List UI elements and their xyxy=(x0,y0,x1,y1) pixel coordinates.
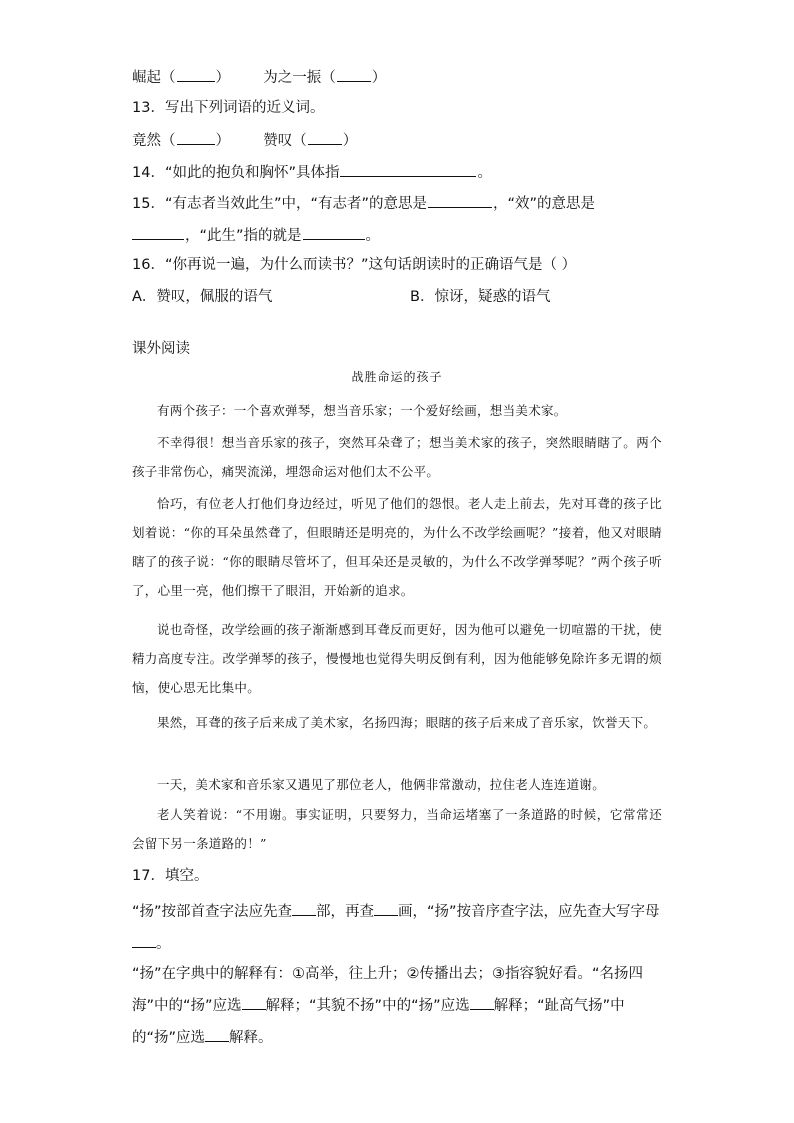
q17-blank5[interactable] xyxy=(470,994,494,1010)
q15-question-line2 xyxy=(132,224,380,246)
q15-mid: ，“效”的意思是 xyxy=(493,196,596,212)
q13-items xyxy=(132,129,357,151)
q16-option-a[interactable]: A．赞叹，佩服的语气 xyxy=(132,289,273,305)
q12-item2-word: 为之一振（ xyxy=(263,70,336,86)
q17-s2-b: 解释；“其貌不扬”中的“扬”应选 xyxy=(265,998,470,1014)
q17-sentence1 xyxy=(132,896,677,960)
q15-blank2[interactable] xyxy=(132,224,184,240)
q14-text: 14．“如此的抱负和胸怀”具体指 xyxy=(132,165,340,181)
q15-blank1[interactable] xyxy=(428,192,492,208)
story-paragraph: 不幸得很！想当音乐家的孩子，突然耳朵聋了；想当美术家的孩子，突然眼睛瞎了。两个孩子非常伤心，痛哭流涕，埋怨命运对他们太不公平。 xyxy=(132,435,662,479)
q12-item2-close: ） xyxy=(371,70,387,86)
q17-title: 17．填空。 xyxy=(132,868,209,884)
q17-s1-d: 。 xyxy=(156,936,171,952)
q17-s1-a: “扬”按部首查字法应先查 xyxy=(132,904,293,920)
q17-blank2[interactable] xyxy=(374,900,398,916)
q15-text: 15．“有志者当效此生”中，“有志者”的意思是 xyxy=(132,196,427,212)
story-paragraph: 老人笑着说：“不用谢。事实证明，只要努力，当命运堵塞了一条道路的时候，它常常还会留下另一条道路的！” xyxy=(132,807,662,851)
q13-title: 13．写出下列词语的近义词。 xyxy=(132,100,325,116)
q17-blank1[interactable] xyxy=(292,900,316,916)
story-paragraph: 恰巧，有位老人打他们身边经过，听见了他们的怨恨。老人走上前去，先对耳聋的孩子比划着说：“你的耳朵虽然聋了，但眼睛还是明亮的，为什么不改学绘画呢？”接着，他又对眼睛瞎了的孩子说：“你的眼睛尽管坏了，但耳朵还是灵敏的，为什么不改学弹琴呢？”两个孩子听了，心里一亮，他们擦干了眼泪，开始新的追求。 xyxy=(132,496,662,598)
story-paragraph: 果然，耳聋的孩子后来成了美术家，名扬四海；眼瞎的孩子后来成了音乐家，饮誉天下。 xyxy=(157,715,657,730)
q13-item1-word: 竟然（ xyxy=(132,133,176,149)
story-paragraph: 一天，美术家和音乐家又遇见了那位老人，他俩非常激动，拉住老人连连道谢。 xyxy=(157,777,606,792)
q15-part2: ，“此生”指的就是 xyxy=(185,228,302,244)
q17-s1-c: 画，“扬”按音序查字法，应先查大写字母 xyxy=(398,904,660,920)
q12-synonym-items xyxy=(132,66,386,88)
q13-item1-blank[interactable] xyxy=(177,129,215,145)
q16-question: 16．“你再说一遍，为什么而读书？”这句话朗读时的正确语气是（ ） xyxy=(132,257,577,273)
q13-item2-close: ） xyxy=(342,133,358,149)
q13-item2-blank[interactable] xyxy=(308,129,342,145)
q14-blank[interactable] xyxy=(340,161,476,177)
q14-end: 。 xyxy=(477,165,492,181)
q14-question xyxy=(132,161,492,183)
q13-item1-close: ） xyxy=(215,133,230,149)
q17-s2-c: 解释；“趾高气扬”中的“扬”应选 xyxy=(132,998,625,1046)
q13-item2-word: 赞叹（ xyxy=(263,133,307,149)
q15-end: 。 xyxy=(365,228,381,244)
q17-s1-b: 部，再查 xyxy=(316,904,375,920)
section-label: 课外阅读 xyxy=(132,341,190,357)
q12-item1-close: ） xyxy=(215,70,230,86)
q12-item1-blank[interactable] xyxy=(177,66,215,82)
q15-question-line1 xyxy=(132,192,595,214)
q17-s2-d: 解释。 xyxy=(229,1030,273,1046)
story-paragraph: 说也奇怪，改学绘画的孩子渐渐感到耳聋反而更好，因为他可以避免一切喧嚣的干扰，使精力高度专注。改学弹琴的孩子，慢慢地也觉得失明反倒有利，因为他能够免除许多无谓的烦恼，使心思无比集中。 xyxy=(132,622,662,695)
q17-blank4[interactable] xyxy=(242,994,266,1010)
story-title: 战胜命运的孩子 xyxy=(351,370,443,384)
q17-blank6[interactable] xyxy=(205,1026,229,1042)
q17-s2-a: “扬”在字典中的解释有：①高举，往上升；②传播出去；③指容貌好看。“名扬四海”中的“扬”应选 xyxy=(132,966,644,1014)
q12-item2-blank[interactable] xyxy=(337,66,371,82)
q17-sentence2 xyxy=(132,958,677,1054)
q17-blank3[interactable] xyxy=(132,932,156,948)
q15-blank3[interactable] xyxy=(303,224,365,240)
q16-option-b[interactable]: B．惊讶，疑惑的语气 xyxy=(410,289,551,305)
q12-item1-word: 崛起（ xyxy=(132,70,176,86)
story-paragraph: 有两个孩子：一个喜欢弹琴，想当音乐家；一个爱好绘画，想当美术家。 xyxy=(157,403,567,418)
